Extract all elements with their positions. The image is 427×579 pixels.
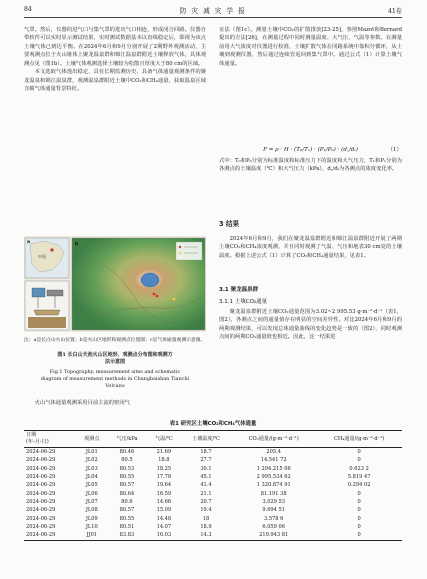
table-cell: 80.51 [119, 524, 135, 531]
table-cell: 0 [316, 531, 402, 540]
table-cell: 80.64 [119, 490, 135, 497]
table-cell: 2024-06-29 [26, 457, 56, 464]
table-cell: 14.66 [156, 499, 172, 506]
page-number: 84 [24, 6, 32, 13]
table-row [24, 448, 402, 457]
table-cell: 0.294 02 [347, 482, 371, 489]
table-row [24, 490, 402, 498]
table-cell: JL05 [85, 482, 98, 489]
equation-number: （1） [387, 147, 402, 153]
table-cell: 3.578 6 [263, 515, 284, 522]
table-cell: 0 [357, 507, 361, 514]
table-cell: JJ01 [77, 531, 107, 540]
col-header: CO₂通量/(g·m⁻²·d⁻¹) [231, 431, 316, 448]
caption-line: 法示意图 [104, 359, 125, 366]
table-cell: 0 [357, 449, 361, 455]
col-header: 观测点 [77, 431, 107, 448]
table-cell: 19.64 [156, 482, 172, 489]
table-cell: 1 294.215 06 [256, 465, 291, 472]
table-cell: 80.57 [119, 507, 135, 514]
table-cell: 80.55 [119, 515, 135, 522]
table-row [24, 481, 402, 489]
table-header-row [24, 431, 402, 448]
table-cell: 18.8 [158, 457, 170, 464]
table-cell: 6.059 06 [262, 524, 286, 531]
table-cell: 14.07 [156, 524, 172, 531]
paragraph: 聚龙温泉群附近土壤CO₂通量范围为3.02~2 995.53 g·m⁻²·d⁻¹（表1，图2），各测点之间的通量值存在明显的空间差异性。对比2024年6月和9月的两期观测结果，可以发现总体通量曲线的变化趋势是一致的（图2），同时观测点间的两期CO₂通量值也相近。因此，这一结果进 [219, 309, 402, 341]
paragraph: 室法（图1c）。测量土壤中CO₂的扩散排放[23-25]，参照Mazot和Bernard提出的方法[26]，在测量过程中同时测量温度、大气压、气温等参数。在测量前用大气浓度对仪器进行校准，土壤扩散气体在闭路系统中靠积分循环，从土壤到观测仪器，然后通过连续管返回到集气罩中。通过公式（1）计算土壤气体通量。 [219, 27, 402, 67]
figure-1 [24, 236, 206, 332]
table-row [24, 515, 402, 523]
table-cell: 2024-06-29 [26, 499, 56, 506]
subsubsection-heading: 3.1.1 土壤CO₂通量 [219, 299, 268, 305]
paragraph: 2024年6月和9月，我们在聚龙温泉群附近和锦江温泉群附近开展了两期土壤CO₂和CH₄浓度观测，并且同时观测了气温、气压和地表30 cm处的土壤温度。根据上述公式（1）计算了CO₂和CH₄通量结果，见表1。 [219, 236, 402, 259]
equation-body: F = ρ · H · (T₀/T₁) · (P₁/P₀) · (d꜀/dₜ) [263, 147, 358, 153]
table-cell: 16.03 [147, 531, 181, 540]
table-cell: 2024-06-29 [26, 482, 56, 489]
figure-caption-en [24, 369, 206, 391]
panel-label-a: a [27, 240, 31, 245]
table-cell: 9.694 51 [262, 507, 286, 514]
table-cell: 16.59 [156, 490, 172, 497]
table-cell: 2024-06-29 [26, 465, 56, 472]
paragraph: 式中：T₀和P₀分别为标准温度和标准压力下的温度和大气压力，T₁和P₁分别为各测点的土壤温度（℃）和大气压力（kPa），d꜀/dₜ为各测点的浓度变化率。 [219, 158, 402, 173]
table-cell: 0 [357, 499, 361, 506]
table-cell: 0 [357, 524, 361, 531]
table-cell: 219.943 81 [231, 531, 316, 540]
table-cell: 0 [357, 457, 361, 464]
table-cell: 21.69 [156, 449, 172, 455]
table-row [24, 498, 402, 506]
table-cell: 1 320.874 91 [256, 482, 291, 489]
table-cell: 80.46 [119, 449, 135, 455]
table-cell: JL07 [85, 499, 98, 506]
table-cell: 81.191 38 [260, 490, 287, 497]
table-cell: JL04 [85, 474, 98, 481]
table-cell: JL01 [85, 449, 98, 455]
table-cell: 2024-06-29 [26, 474, 56, 481]
table-cell: 0 [357, 490, 361, 497]
col-header: 土壤温度/℃ [181, 431, 231, 448]
figure-note: 注：a是长白山火山位置；b是火山区地形和观测点位置图；c是气体通量观测示意图。 [24, 338, 206, 343]
left-column-top [24, 26, 206, 94]
caption-line: Volcano [105, 383, 125, 390]
figure-1-map [24, 236, 206, 332]
table-cell: 18.25 [156, 465, 172, 472]
table-cell: 30.1 [200, 465, 212, 472]
table-cell: 18.7 [200, 449, 212, 455]
table-cell: JL06 [85, 490, 98, 497]
table-cell: 2024-06-29 [26, 449, 56, 455]
table-cell: 2 995.534 62 [256, 474, 291, 481]
table-cell: JL08 [85, 507, 98, 514]
flux-table [24, 430, 402, 541]
table-cell: 80.55 [119, 474, 135, 481]
table-cell: 21.1 [200, 490, 212, 497]
section-heading: 3 结果 [219, 220, 240, 228]
table-row [24, 523, 402, 531]
table-cell: 17.78 [156, 474, 172, 481]
col-header: CH₄通量/(g·m⁻²·d⁻¹) [316, 431, 402, 448]
right-column-top [219, 26, 402, 68]
table-cell: 2024-06-29 [26, 490, 56, 497]
col-header: 气温/℃ [147, 431, 181, 448]
table-row [24, 456, 402, 464]
table-cell: 45.1 [200, 474, 212, 481]
journal-title: 防 灾 减 灾 学 报 [179, 7, 247, 15]
table-cell: 2024-06-29 [26, 507, 56, 514]
table-cell: 80.5 [121, 457, 133, 464]
caption-line: Fig.1 Topography, measurement sites and schematic [49, 369, 181, 375]
table-cell: 14.48 [156, 515, 172, 522]
table-row [24, 531, 402, 540]
table-cell: 205.4 [266, 449, 281, 455]
panel-label-b: b [75, 242, 79, 247]
table-cell: 20.7 [200, 499, 212, 506]
table-cell: 14.541 72 [260, 457, 287, 464]
table-cell: 18 [202, 515, 210, 522]
table-cell: 80.53 [119, 465, 135, 472]
table-cell: JL09 [85, 515, 98, 522]
table-cell: 83.83 [107, 531, 147, 540]
figure-caption-zh [24, 352, 206, 367]
col-header: 气压/kPa [107, 431, 147, 448]
table-cell: JL03 [85, 465, 98, 472]
table-cell: 27.7 [200, 457, 212, 464]
table-cell: 15.09 [156, 507, 172, 514]
paragraph: 本文选取气体逸出稳定、具有长期监测历史、具备气体通量观测条件的聚龙温泉和锦江温泉群，观测温泉群附近土壤中CO₂和CH₄通量，获取温泉区域含碳气体通量背景特征。 [24, 69, 206, 93]
table-row [24, 506, 402, 514]
running-header [24, 5, 402, 16]
table-cell: 80.6 [121, 499, 133, 506]
table-row [24, 473, 402, 481]
table-cell: 2024-06-29 [24, 531, 77, 540]
table-cell: 80.57 [119, 482, 135, 489]
table-cell: JL10 [85, 524, 98, 531]
paragraph: 火山气体通量观测采用目前主流的密闭气 [34, 400, 130, 406]
table-cell: 2024-06-29 [26, 524, 56, 531]
col-header: 日期 (年-月-日) [24, 431, 77, 448]
table-cell: 2024-06-29 [26, 515, 56, 522]
table-cell: 0.623 2 [349, 465, 369, 472]
inset-label: 中国 [38, 254, 46, 259]
table-cell: 41.4 [200, 482, 212, 489]
table-cell: 0 [357, 515, 361, 522]
subsection-heading: 3.1 聚龙温泉群 [219, 287, 259, 293]
table-cell: 18.9 [200, 524, 212, 531]
caption-line: diagram of measurement methods in Changbaishan Tianchi [40, 376, 190, 383]
equation-1 [219, 145, 402, 153]
table-cell: 5.819 47 [347, 474, 371, 481]
table-cell: 3.029 53 [262, 499, 286, 506]
table-caption: 表1 研究区土壤CO₂和CH₄气体通量 [169, 421, 257, 427]
header-rule [24, 17, 402, 18]
table-cell: JL02 [85, 457, 98, 464]
volume-label: 41卷 [387, 8, 402, 15]
paragraph: 气罩。然后，仪器的进气口与集气罩的进出气口相连，形成闭合回路。仪器自带软件可以实时显示测试结果，实时测试数据基本以直线稳定后，即视为该点土壤气体已到达平衡。在2024年6月和9月分别开展了2期野外观测活动，主要观测点位于火山锥体上聚龙温泉群和锦江温泉群附近土壤释放气体，具体观测点见（图1b）。土壤气体观测选择土壤较为松散且厚度大于80 cm的区域。 [24, 27, 206, 67]
table-row [24, 465, 402, 473]
table-cell: 14.3 [181, 531, 231, 540]
table-cell: 19.4 [200, 507, 212, 514]
caption-line: 图1 长白山天池火山区地形、观测点分布图和观测方 [57, 352, 173, 358]
